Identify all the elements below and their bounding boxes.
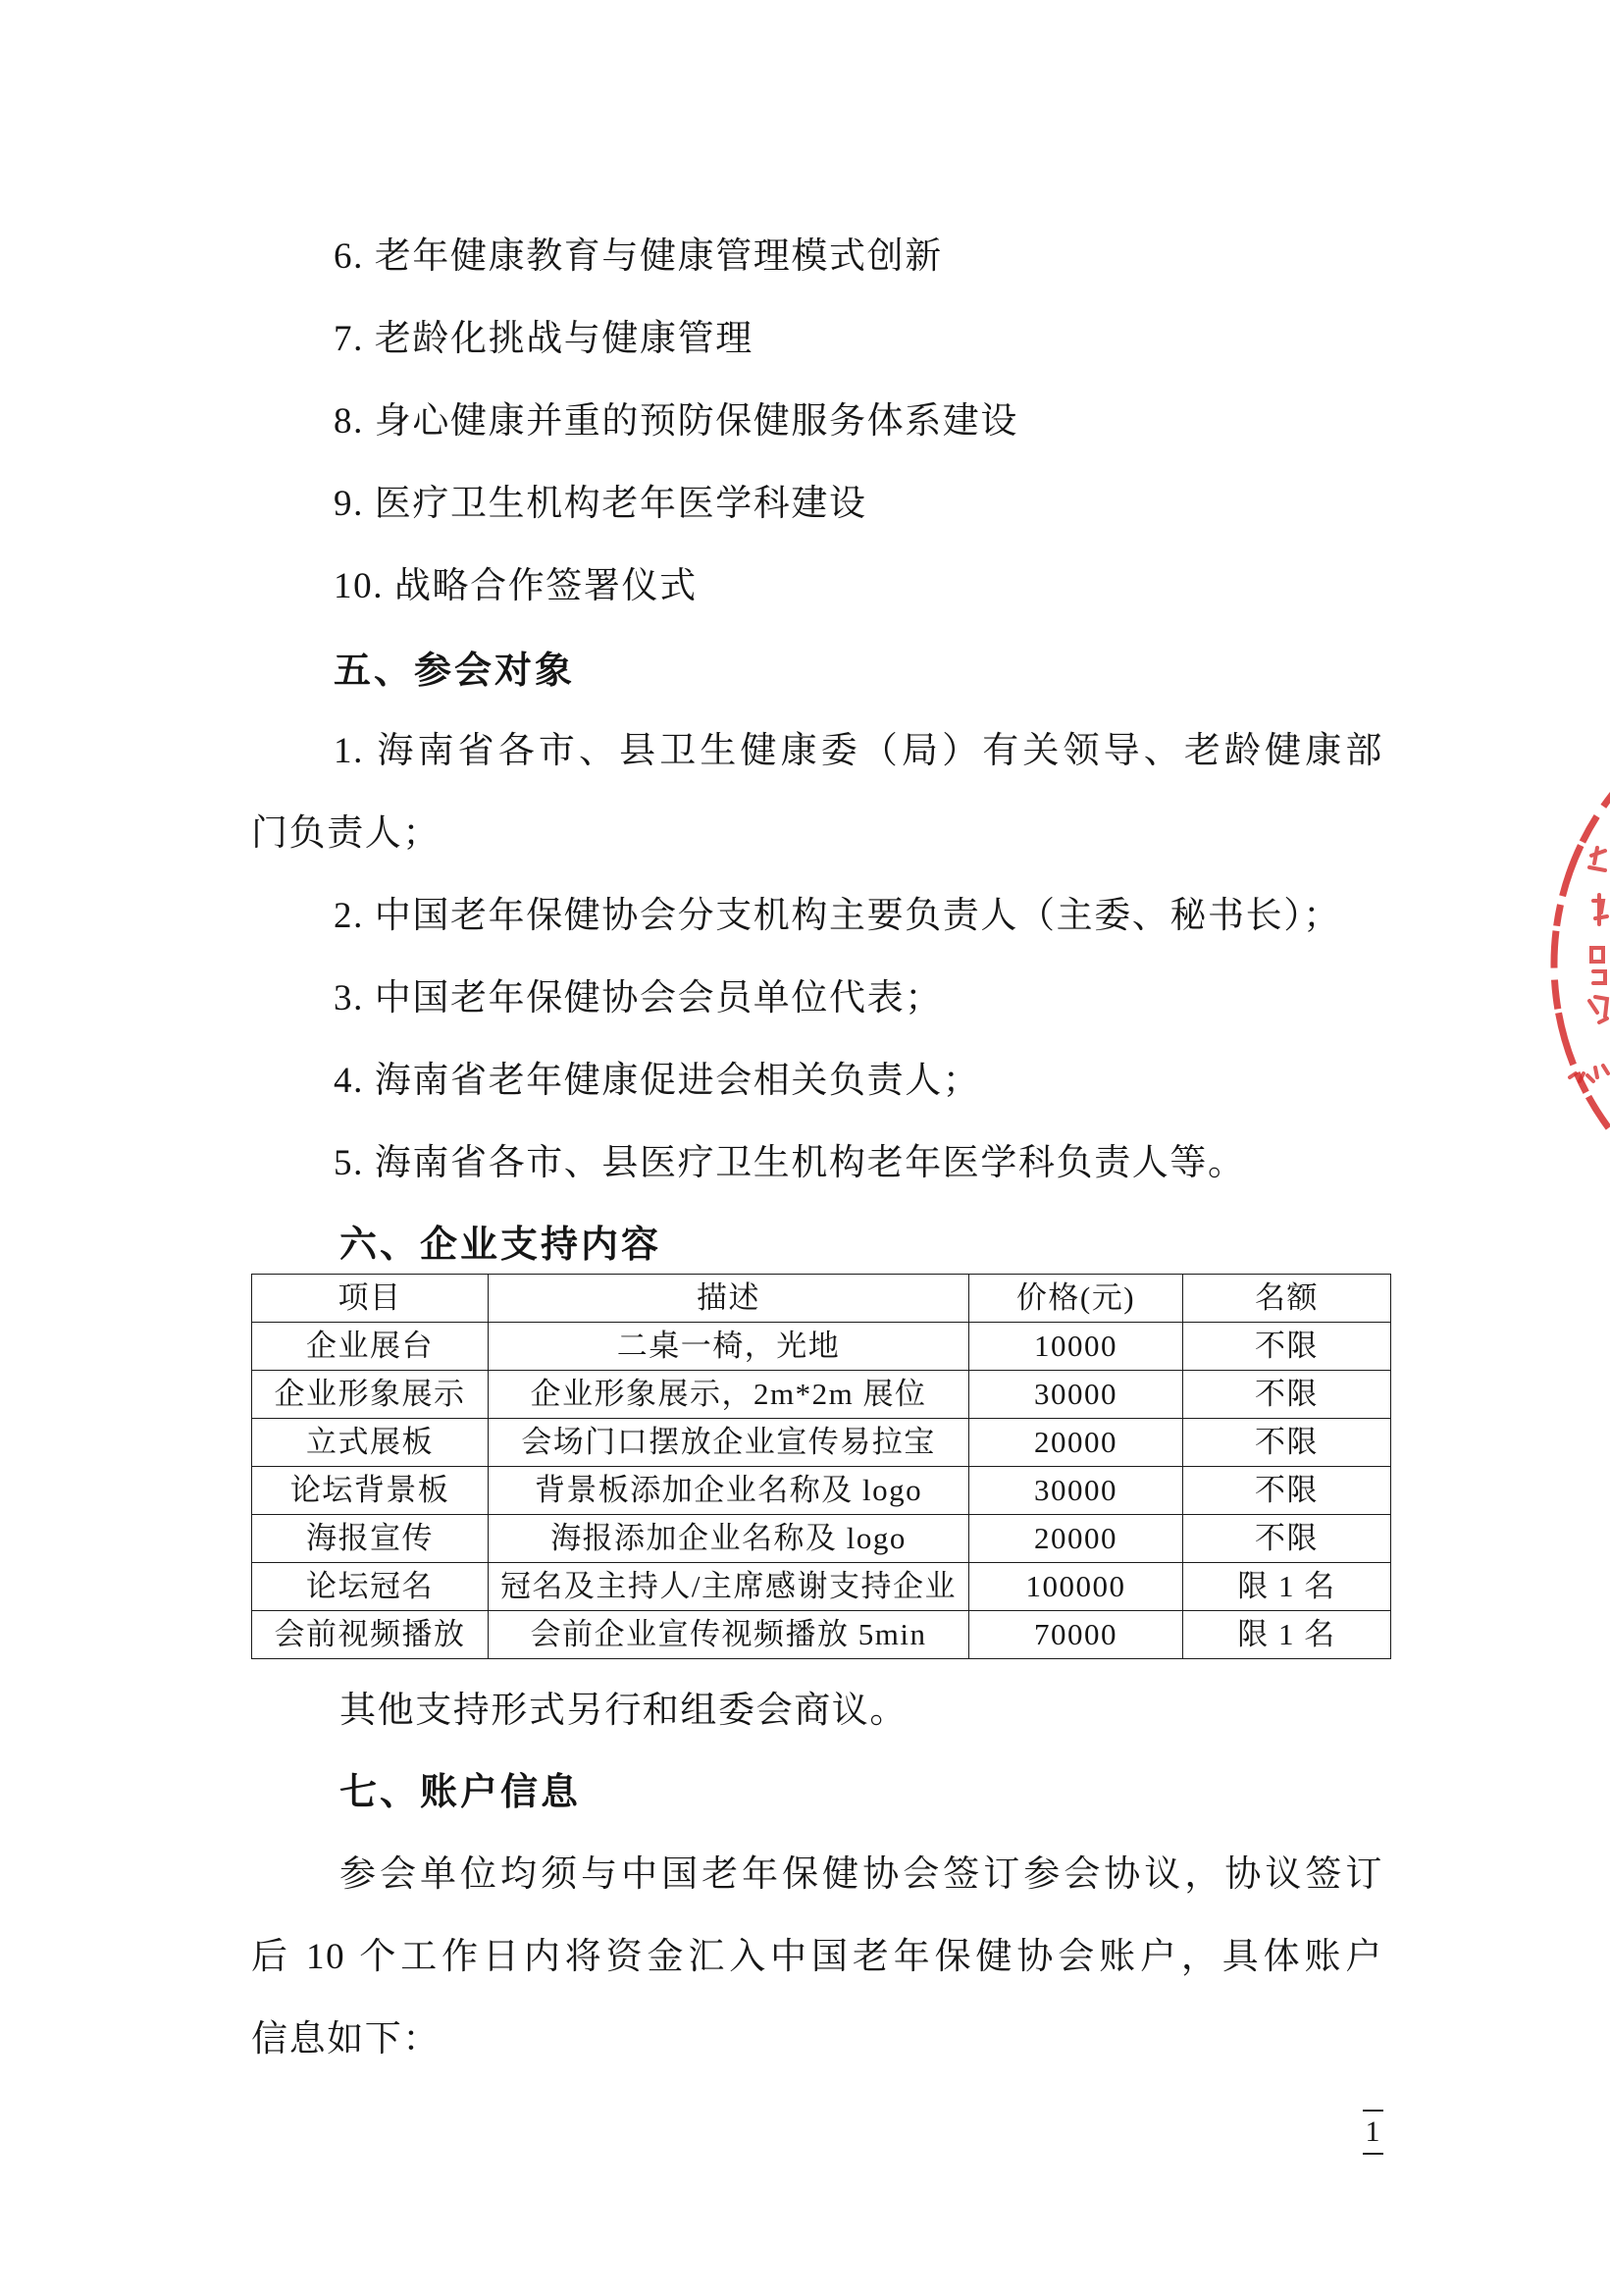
cell-description: 二桌一椅，光地 xyxy=(489,1323,969,1371)
table-row xyxy=(252,1515,1391,1563)
topic-item: 10. 战略合作签署仪式 xyxy=(334,566,698,606)
cell-quota: 不限 xyxy=(1183,1371,1391,1419)
cell-quota: 限 1 名 xyxy=(1183,1611,1391,1659)
cell-price: 30000 xyxy=(969,1467,1183,1515)
seal-glyph-fragment xyxy=(1570,1066,1608,1081)
account-paragraph-line: 信息如下： xyxy=(251,2019,441,2060)
column-header-price: 价格(元) xyxy=(969,1275,1183,1323)
participant-item-continuation: 门负责人； xyxy=(251,813,441,854)
topic-item: 9. 医疗卫生机构老年医学科建设 xyxy=(334,484,867,524)
cell-price: 100000 xyxy=(969,1563,1183,1611)
participant-item: 4. 海南省老年健康促进会相关负责人； xyxy=(334,1061,981,1101)
cell-description: 背景板添加企业名称及 logo xyxy=(489,1467,969,1515)
account-paragraph-line: 参会单位均须与中国老年保健协会签订参会协议，协议签订 xyxy=(339,1854,1383,1895)
participant-item: 2. 中国老年保健协会分支机构主要负责人（主委、秘书长）； xyxy=(334,896,1341,936)
column-header-quota: 名额 xyxy=(1183,1275,1391,1323)
table-row xyxy=(252,1563,1391,1611)
table-row xyxy=(252,1419,1391,1467)
cell-price: 30000 xyxy=(969,1371,1183,1419)
official-seal xyxy=(1531,765,1610,1177)
participant-item: 1. 海南省各市、县卫生健康委（局）有关领导、老龄健康部 xyxy=(334,731,1383,771)
cell-item: 海报宣传 xyxy=(252,1515,489,1563)
cell-quota: 限 1 名 xyxy=(1183,1563,1391,1611)
table-row xyxy=(252,1323,1391,1371)
column-header-description: 描述 xyxy=(489,1275,969,1323)
account-paragraph-line: 后 10 个工作日内将资金汇入中国老年保健协会账户，具体账户 xyxy=(251,1937,1383,1977)
cell-quota: 不限 xyxy=(1183,1467,1391,1515)
seal-character-fragments xyxy=(1570,848,1608,1081)
table-row xyxy=(252,1371,1391,1419)
seal-glyph-fragment xyxy=(1589,848,1605,870)
topic-item: 8. 身心健康并重的预防保健服务体系建设 xyxy=(334,401,1018,442)
cell-item: 论坛冠名 xyxy=(252,1563,489,1611)
cell-description: 会场门口摆放企业宣传易拉宝 xyxy=(489,1419,969,1467)
support-note: 其他支持形式另行和组委会商议。 xyxy=(339,1691,908,1731)
section-heading-account: 七、账户信息 xyxy=(339,1772,582,1813)
seal-glyph-fragment xyxy=(1591,948,1605,983)
page-number-dash xyxy=(1363,2153,1383,2155)
cell-description: 企业形象展示，2m*2m 展位 xyxy=(489,1371,969,1419)
table-header-row xyxy=(252,1275,1391,1323)
page-number: 1 xyxy=(1365,2115,1380,2148)
cell-item: 企业形象展示 xyxy=(252,1371,489,1419)
cell-price: 70000 xyxy=(969,1611,1183,1659)
cell-item: 论坛背景板 xyxy=(252,1467,489,1515)
table-row xyxy=(252,1467,1391,1515)
cell-quota: 不限 xyxy=(1183,1515,1391,1563)
cell-price: 20000 xyxy=(969,1419,1183,1467)
cell-item: 立式展板 xyxy=(252,1419,489,1467)
column-header-item: 项目 xyxy=(252,1275,489,1323)
cell-description: 海报添加企业名称及 logo xyxy=(489,1515,969,1563)
participant-item: 3. 中国老年保健协会会员单位代表； xyxy=(334,978,943,1018)
support-table xyxy=(251,1274,1391,1659)
cell-item: 会前视频播放 xyxy=(252,1611,489,1659)
cell-price: 20000 xyxy=(969,1515,1183,1563)
table-row xyxy=(252,1611,1391,1659)
topic-item: 7. 老龄化挑战与健康管理 xyxy=(334,319,753,359)
participant-item: 5. 海南省各市、县医疗卫生机构老年医学科负责人等。 xyxy=(334,1143,1246,1183)
seal-glyph-fragment xyxy=(1589,997,1607,1022)
cell-price: 10000 xyxy=(969,1323,1183,1371)
cell-quota: 不限 xyxy=(1183,1419,1391,1467)
cell-description: 冠名及主持人/主席感谢支持企业 xyxy=(489,1563,969,1611)
cell-quota: 不限 xyxy=(1183,1323,1391,1371)
cell-item: 企业展台 xyxy=(252,1323,489,1371)
seal-glyph-fragment xyxy=(1593,895,1607,924)
section-heading-participants: 五、参会对象 xyxy=(334,651,576,692)
section-heading-support: 六、企业支持内容 xyxy=(339,1225,662,1266)
cell-description: 会前企业宣传视频播放 5min xyxy=(489,1611,969,1659)
topic-item: 6. 老年健康教育与健康管理模式创新 xyxy=(334,236,943,277)
page-number-dash xyxy=(1363,2110,1383,2112)
